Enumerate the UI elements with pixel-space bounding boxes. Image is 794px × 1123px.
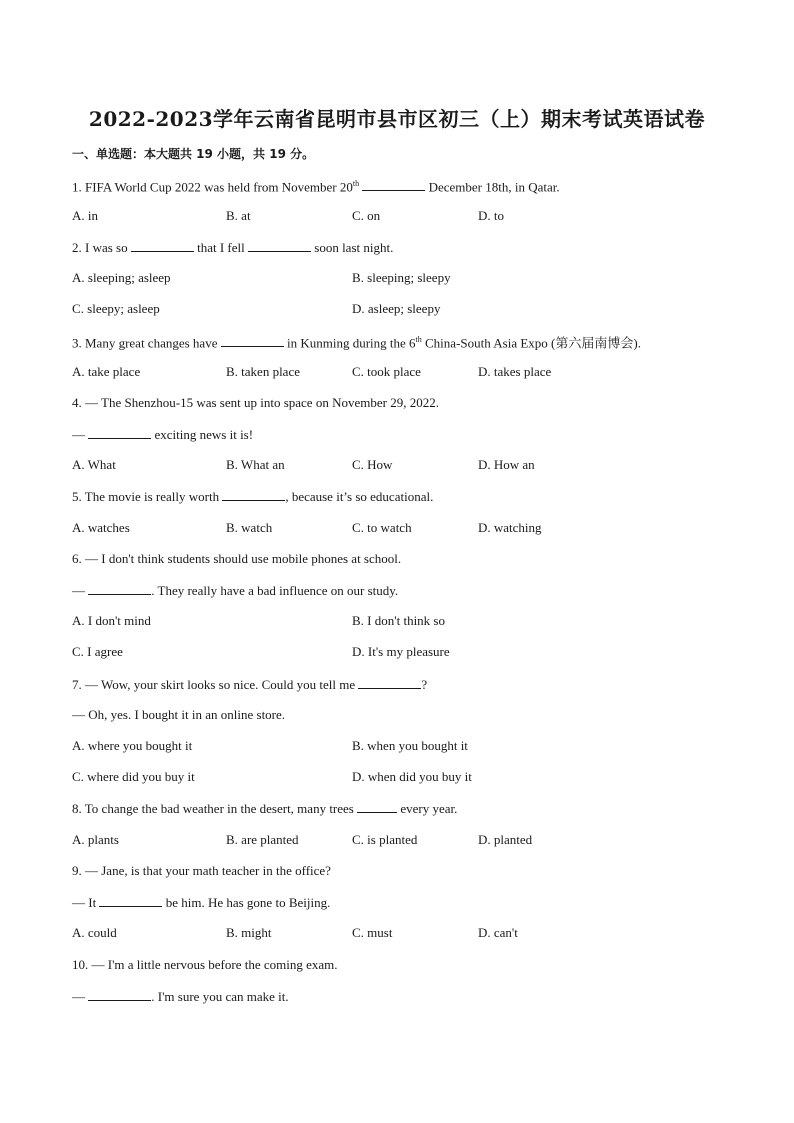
option-2c: C. sleepy; asleep (72, 301, 160, 316)
option-7d: D. when did you buy it (352, 769, 472, 784)
option-4d: D. How an (478, 457, 535, 472)
option-2b: B. sleeping; sleepy (352, 270, 451, 285)
answer-blank (88, 582, 151, 595)
reply-9 (72, 894, 330, 911)
option-7a: A. where you bought it (72, 738, 193, 753)
option-5c: C. to watch (352, 520, 412, 535)
answer-blank (362, 178, 425, 191)
answer-blank (358, 676, 421, 689)
question-1 (72, 176, 560, 195)
option-8b: B. are planted (226, 832, 299, 847)
option-3a: A. take place (72, 364, 141, 379)
question-text: 7. — Wow, your skirt looks so nice. Could you tell me (72, 677, 359, 692)
option-2d: D. asleep; sleepy (352, 301, 441, 316)
question-text: 3. Many great changes have (72, 335, 221, 351)
answer-blank (222, 488, 285, 501)
option-9b: B. might (226, 925, 272, 940)
option-6b: B. I don't think so (352, 613, 445, 628)
reply-7: — Oh, yes. I bought it in an online store. (72, 707, 286, 722)
reply-6 (72, 582, 398, 599)
question-2 (72, 239, 393, 256)
question-text: China-South Asia Expo (第六届南博会). (421, 335, 641, 351)
answer-blank (88, 426, 151, 439)
option-3c: C. took place (352, 364, 421, 379)
question-text: 8. To change the bad weather in the desert, many trees (72, 801, 358, 816)
answer-blank (221, 334, 284, 347)
option-9a: A. could (72, 925, 117, 940)
question-text: December 18th, in Qatar. (425, 179, 560, 195)
question-3 (72, 332, 641, 351)
option-8a: A. plants (72, 832, 119, 847)
question-4: 4. — The Shenzhou-15 was sent up into space on November 29, 2022. (72, 395, 439, 410)
option-7c: C. where did you buy it (72, 769, 195, 784)
dash: — (72, 583, 89, 598)
section-heading: 一、单选题：本大题共 19 小题，共 19 分。 (72, 147, 315, 161)
option-1b: B. at (226, 208, 251, 223)
option-6d: D. It's my pleasure (352, 644, 450, 659)
option-8c: C. is planted (352, 832, 418, 847)
question-text: ? (421, 677, 428, 692)
option-7b: B. when you bought it (352, 738, 468, 753)
question-text: in Kunming during the 6 (283, 335, 416, 351)
superscript: th (415, 335, 422, 344)
question-text: 5. The movie is really worth (72, 489, 223, 504)
option-9d: D. can't (478, 925, 518, 940)
answer-blank (357, 800, 397, 813)
reply-10 (72, 988, 289, 1005)
answer-blank (131, 239, 194, 252)
question-text: every year. (397, 801, 458, 816)
option-5a: A. watches (72, 520, 130, 535)
question-6: 6. — I don't think students should use mobile phones at school. (72, 551, 402, 566)
option-4b: B. What an (226, 457, 285, 472)
reply-text: — It (72, 895, 100, 910)
option-4c: C. How (352, 457, 393, 472)
superscript: th (352, 179, 360, 188)
question-10: 10. — I'm a little nervous before the coming exam. (72, 957, 338, 972)
option-1d: D. to (478, 208, 504, 223)
option-5d: D. watching (478, 520, 542, 535)
option-2a: A. sleeping; asleep (72, 270, 171, 285)
answer-blank (88, 988, 151, 1001)
question-text: 2. I was so (72, 240, 131, 255)
reply-4 (72, 426, 253, 443)
reply-text: exciting news it is! (151, 427, 254, 442)
question-text: soon last night. (311, 240, 394, 255)
reply-text: . I'm sure you can make it. (151, 989, 289, 1004)
question-8 (72, 800, 457, 817)
question-text: 1. FIFA World Cup 2022 was held from November 20 (72, 179, 353, 195)
dash: — (72, 989, 89, 1004)
reply-text: be him. He has gone to Beijing. (162, 895, 331, 910)
question-5 (72, 488, 433, 505)
reply-text: . They really have a bad influence on our study. (151, 583, 399, 598)
question-text: that I fell (193, 240, 249, 255)
option-9c: C. must (352, 925, 393, 940)
question-9: 9. — Jane, is that your math teacher in the office? (72, 863, 331, 878)
option-6c: C. I agree (72, 644, 123, 659)
option-6a: A. I don't mind (72, 613, 151, 628)
option-3b: B. taken place (226, 364, 300, 379)
option-8d: D. planted (478, 832, 533, 847)
dash: — (72, 427, 89, 442)
option-4a: A. What (72, 457, 116, 472)
exam-title: 2022-2023学年云南省昆明市县市区初三（上）期末考试英语试卷 (88, 107, 706, 131)
option-5b: B. watch (226, 520, 273, 535)
option-1c: C. on (352, 208, 381, 223)
question-7 (72, 676, 427, 693)
question-text: , because it’s so educational. (285, 489, 434, 504)
option-1a: A. in (72, 208, 98, 223)
option-3d: D. takes place (478, 364, 552, 379)
answer-blank (248, 239, 311, 252)
answer-blank (99, 894, 162, 907)
